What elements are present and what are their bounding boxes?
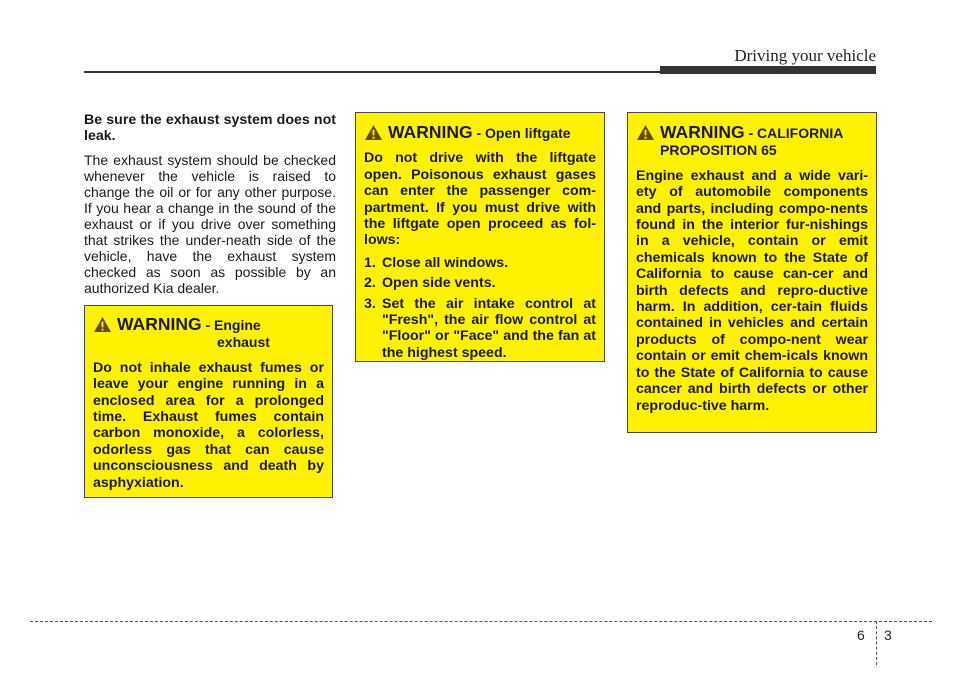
warning-word: WARNING — [388, 122, 473, 142]
header-rule-thin — [84, 71, 660, 73]
header-rule-thick — [660, 66, 876, 74]
step-number: 2. — [364, 275, 376, 292]
footer-dashed-divider — [876, 621, 877, 665]
step-number: 1. — [364, 254, 376, 271]
warning-box-open-liftgate — [355, 112, 605, 362]
warning-subtitle: - Engine — [201, 317, 261, 333]
step-text: Close all windows. — [382, 254, 509, 271]
list-item — [364, 296, 596, 362]
intro-body: The exhaust system should be checked whenever the vehicle is raised to change the oil or for any other purpose. If you hear a change in the sound of the exhaust or if you drive over something that strikes the under-neath side of the vehicle, have the exhaust system checked as soon as possible by an authorized Kia dealer. — [84, 152, 336, 296]
warning-subtitle-line2: exhaust — [217, 334, 270, 351]
step-text: Set the air intake control at "Fresh", the air flow control at "Floor" or "Face" and the fan at the highest speed. — [382, 295, 596, 361]
page-number: 3 — [884, 627, 892, 643]
warning-box-california-prop65 — [627, 112, 877, 433]
warning-body: Do not inhale exhaust fumes or leave your engine running in a enclosed area for a prolonged time. Exhaust fumes contain carbon monoxide, a colorless, odorless gas that can cause unconsciousness and death by asphyxiation. — [93, 359, 324, 491]
warning-header — [364, 123, 596, 142]
warning-triangle-icon — [364, 124, 383, 141]
warning-triangle-icon — [636, 124, 655, 141]
warning-word: WARNING — [660, 122, 745, 142]
footer-dashed-rule — [30, 621, 932, 622]
step-text: Open side vents. — [382, 275, 496, 292]
procedure-steps — [364, 255, 596, 361]
warning-box-engine-exhaust — [84, 305, 333, 498]
warning-triangle-icon — [93, 316, 112, 333]
intro-lead: Be sure the exhaust system does not leak. — [84, 112, 336, 144]
warning-header — [636, 123, 868, 160]
warning-header — [93, 315, 324, 352]
list-item — [364, 275, 596, 291]
step-number: 3. — [364, 295, 376, 312]
intro-section — [84, 112, 336, 296]
warning-subtitle: - Open liftgate — [472, 125, 571, 141]
chapter-title: Driving your vehicle — [734, 46, 876, 65]
warning-body: Engine exhaust and a wide vari-ety of automobile components and parts, including compo-nents found in the interior fur-nishings in a vehicle, contain or emit chemicals known to the State of California to cause can-cer and birth defects and repro-ductive harm. In addition, cer-tain fluids contained in vehicles and certain products of compo-nent wear contain or emit chem-icals known to the State of California to cause cancer and birth defects or other reproduc-tive harm. — [636, 167, 868, 414]
warning-subtitle: - CALIFORNIA — [744, 125, 844, 141]
warning-subtitle-line2: PROPOSITION 65 — [660, 142, 777, 159]
warning-body: Do not drive with the liftgate open. Poisonous exhaust gases can enter the passenger com-partment. If you must drive with the liftgate open proceed as fol-lows: — [364, 150, 596, 249]
section-number: 6 — [857, 627, 865, 643]
list-item — [364, 255, 596, 271]
warning-word: WARNING — [117, 314, 202, 334]
